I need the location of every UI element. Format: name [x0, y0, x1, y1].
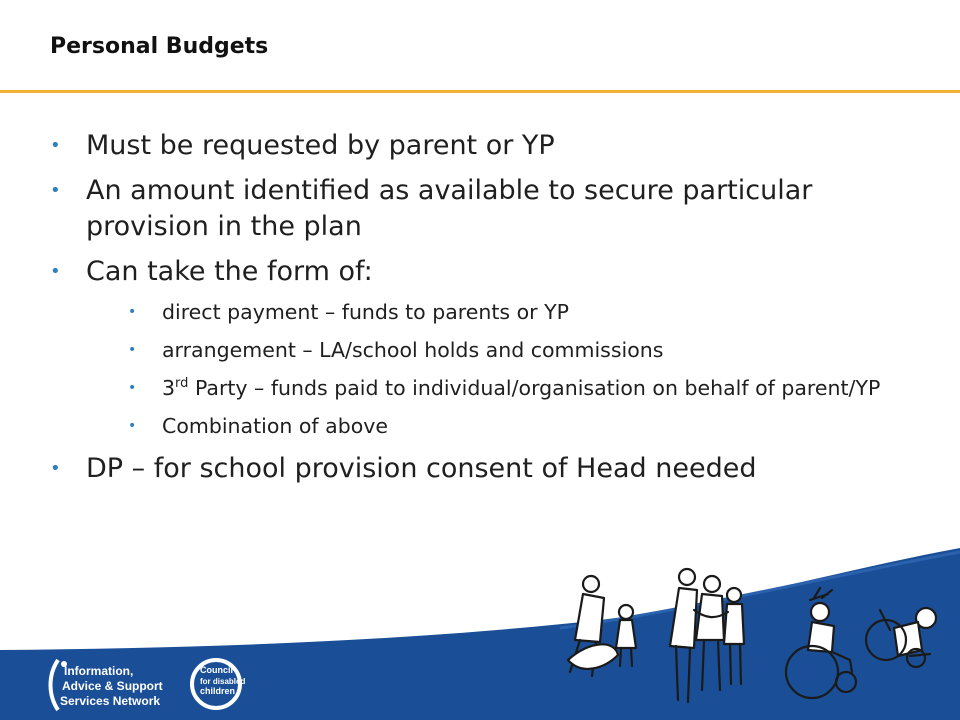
bullet-text: An amount identified as available to secure particular provision in the plan [86, 175, 813, 242]
bullet-dot-icon: • [128, 304, 137, 320]
logo1-line2: Advice & Support [62, 679, 163, 693]
slide-title: Personal Budgets [50, 34, 269, 59]
logo2-line3: children [200, 686, 236, 696]
sub-bullet-text: Combination of above [162, 414, 389, 438]
logo1-line1: Information, [64, 664, 134, 678]
logo2-line1: Council [200, 665, 233, 675]
sub-bullet-text: arrangement – LA/school holds and commissions [162, 338, 664, 362]
bullet-dot-icon: • [50, 458, 61, 479]
bullet-text: Can take the form of: [86, 256, 373, 287]
bullet-dot-icon: • [128, 380, 137, 396]
bullet-dot-icon: • [50, 261, 61, 282]
logo1-line3: Services Network [60, 694, 161, 708]
sub-bullet-prefix: 3 [162, 376, 176, 400]
bullet-dot-icon: • [50, 180, 61, 201]
bullet-text: DP – for school provision consent of Head needed [86, 453, 757, 484]
bullet-text: Must be requested by parent or YP [86, 130, 555, 161]
bullet-dot-icon: • [128, 418, 137, 434]
sub-bullet-text: Party – funds paid to individual/organisation on behalf of parent/YP [188, 376, 881, 400]
superscript-rd: rd [175, 376, 189, 391]
bullet-dot-icon: • [128, 342, 137, 358]
bullet-dot-icon: • [50, 135, 61, 156]
sub-bullet-text: direct payment – funds to parents or YP [162, 300, 569, 324]
logo2-line2: for disabled [200, 677, 246, 686]
